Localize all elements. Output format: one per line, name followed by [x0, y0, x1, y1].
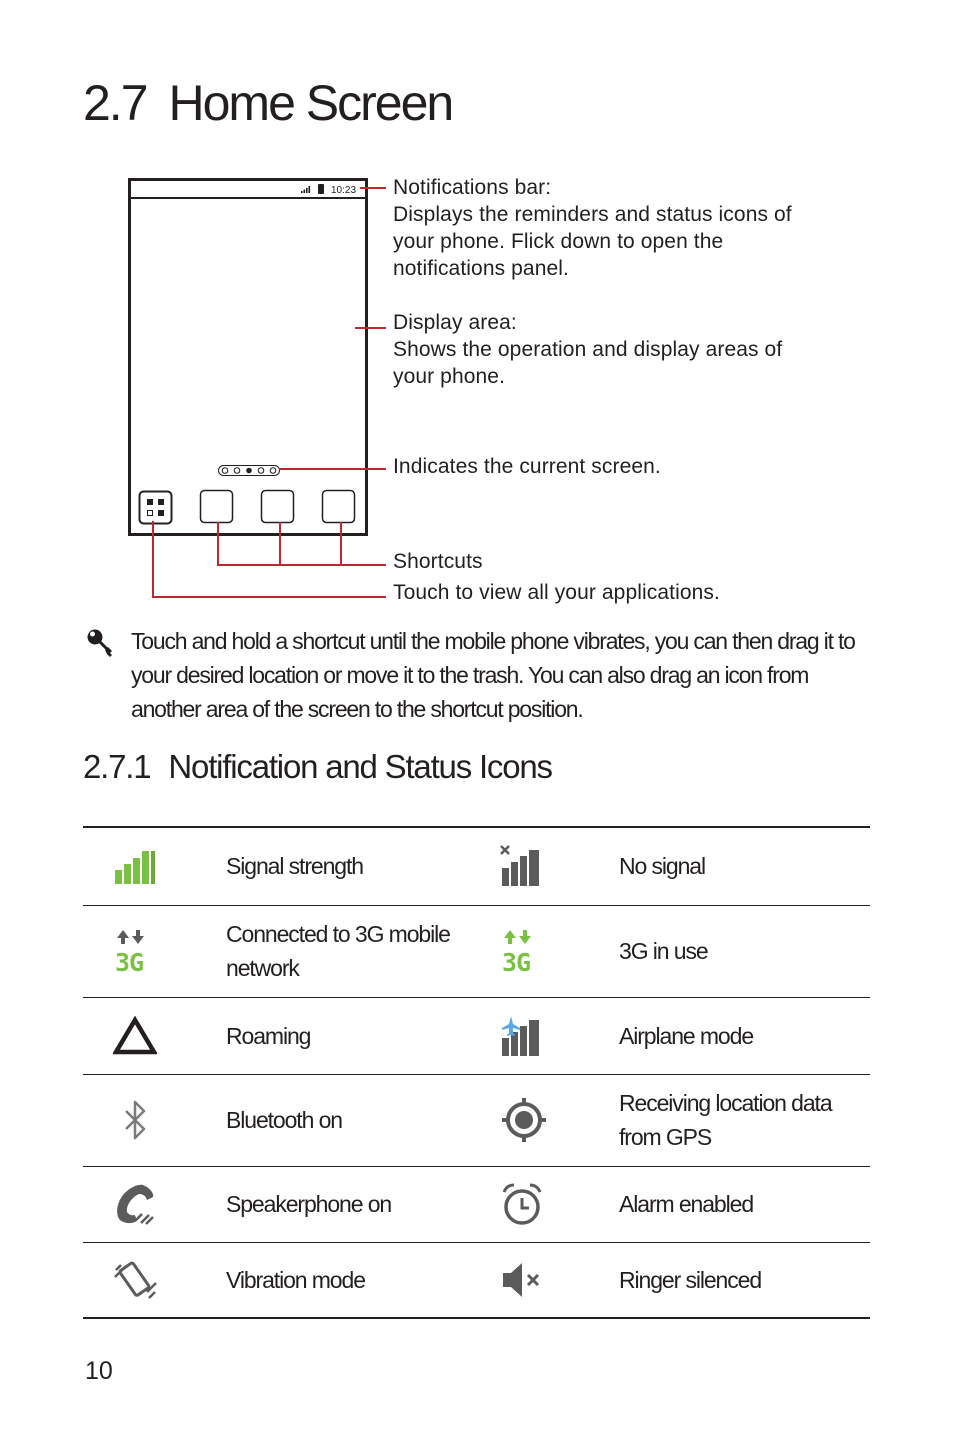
page-number: 10	[85, 1357, 113, 1385]
status-bar-battery-icon	[318, 184, 324, 194]
label-signal-strength: Signal strength	[226, 853, 363, 880]
bluetooth-icon	[113, 1098, 157, 1142]
callout-shortcuts: Shortcuts	[393, 550, 483, 573]
label-airplane-mode: Airplane mode	[619, 1022, 754, 1049]
callout-display-area: Display area: Shows the operation and display areas of your phone.	[393, 311, 783, 388]
table-row	[83, 827, 870, 905]
label-3g-in-use: 3G in use	[619, 938, 708, 964]
callout-notifications-bar: Notifications bar: Displays the reminders and status icons of your phone. Flick down to open the notifications panel.	[393, 176, 792, 280]
magnifier-tip-icon	[84, 626, 118, 660]
speakerphone-icon	[113, 1182, 157, 1226]
alarm-icon	[500, 1182, 544, 1226]
label-3g-connected: Connected to 3G mobile network	[226, 921, 450, 981]
vibration-icon	[113, 1258, 157, 1302]
shortcut-slot-1	[201, 491, 233, 523]
subsection-number: 2.7.1	[83, 748, 151, 785]
status-bar-clock: 10:23	[331, 185, 357, 196]
table-row	[83, 997, 870, 1074]
subsection-title	[83, 748, 552, 786]
section-title: Home Screen	[168, 75, 453, 131]
label-gps: Receiving location data from GPS	[619, 1090, 832, 1150]
table-row	[83, 1074, 870, 1166]
shortcut-slot-3	[323, 491, 355, 523]
gps-icon	[500, 1096, 548, 1144]
no-signal-icon	[500, 844, 544, 888]
roaming-icon	[113, 1016, 157, 1056]
table-row	[83, 1242, 870, 1318]
3g-connected-icon	[113, 927, 153, 975]
tip-text: Touch and hold a shortcut until the mobile phone vibrates, you can then drag it to your desired location or move it to the trash. You can also drag an icon from another area of the screen to the shortcut position.	[131, 628, 855, 722]
all-apps-launcher-icon	[140, 492, 172, 524]
airplane-mode-icon	[500, 1014, 544, 1058]
subsection-text: Notification and Status Icons	[168, 748, 552, 785]
table-row	[83, 905, 870, 997]
phone-screen-frame	[130, 180, 367, 535]
label-no-signal: No signal	[619, 853, 705, 880]
signal-strength-icon	[113, 846, 157, 886]
ringer-silenced-icon	[500, 1258, 544, 1302]
section-number: 2.7	[83, 75, 147, 131]
3g-in-use-icon	[500, 927, 540, 975]
svg-text:3G: 3G	[502, 948, 530, 975]
screen-indicator-dots	[219, 466, 280, 476]
callout-current-screen: Indicates the current screen.	[393, 455, 661, 478]
status-icons-table	[83, 826, 870, 1319]
label-vibration: Vibration mode	[226, 1266, 365, 1293]
label-ringer-silenced: Ringer silenced	[619, 1266, 762, 1293]
label-alarm: Alarm enabled	[619, 1191, 754, 1217]
label-roaming: Roaming	[226, 1022, 311, 1049]
svg-text:3G: 3G	[115, 948, 143, 975]
label-bluetooth: Bluetooth on	[226, 1107, 342, 1133]
label-speakerphone: Speakerphone on	[226, 1191, 392, 1217]
shortcut-slot-2	[262, 491, 294, 523]
table-row	[83, 1166, 870, 1242]
callout-all-applications: Touch to view all your applications.	[393, 581, 720, 604]
